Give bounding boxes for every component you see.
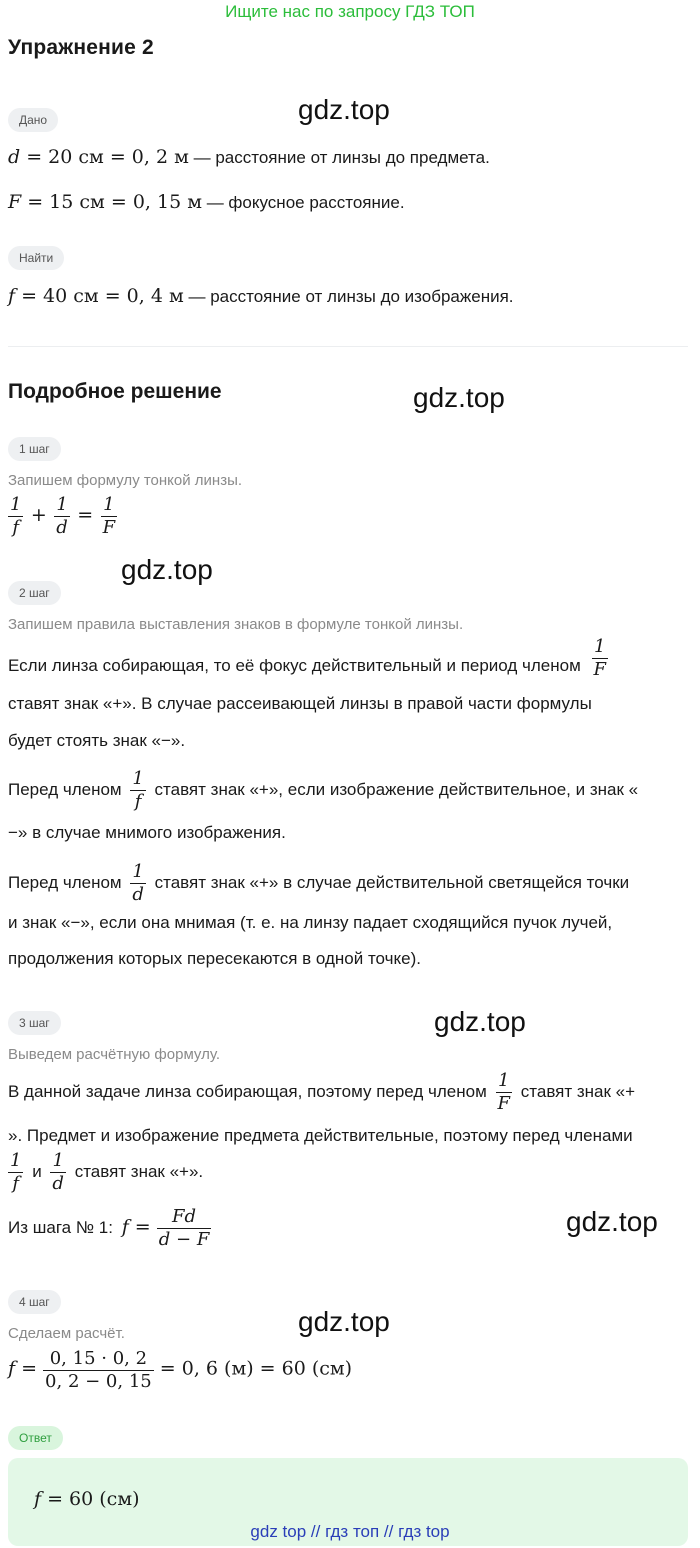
step-3-line1	[8, 1070, 635, 1115]
find-line	[8, 285, 514, 307]
calc-denominator: 0, 2 − 0, 15	[45, 1371, 152, 1392]
step-2-p1-line1	[8, 636, 608, 689]
step-3-derived: Из шага № 1: f = $\frac{Fd}{d - F}$	[8, 1206, 210, 1250]
step-3-p1c: ». Предмет и изображение предмета действительные, поэтому перед членами	[8, 1126, 633, 1145]
fraction-1-F: $\frac{1}{F}$	[102, 494, 116, 538]
step-2-p3d: продолжения которых пересекаются в одной точке).	[8, 949, 421, 968]
step-3-p1a: В данной задаче линза собирающая, поэтому перед членом	[8, 1081, 487, 1101]
step-2-p3a: Перед членом	[8, 872, 122, 892]
watermark: gdz.top	[298, 1306, 390, 1337]
answer-value: f = 60 (см)	[34, 1488, 140, 1510]
calc-fraction	[43, 1348, 154, 1393]
watermark: gdz.top	[434, 1006, 526, 1037]
calculation: f = $\frac{0, 15 \cdot 0, 2}{0, 2 - 0, 15}$ = 0, 6 (м) = 60 (см)	[8, 1348, 353, 1392]
footer-watermark: gdz top // гдз топ // гдз top	[250, 1522, 450, 1541]
fraction-1-f: $\frac{1}{f}$	[132, 768, 144, 812]
exercise-title: Упражнение 2	[8, 36, 154, 59]
step-3-and: и	[32, 1161, 42, 1181]
lens-formula: $\frac{1}{f}$ + $\frac{1}{d}$ = $\frac{1}{F}$	[10, 494, 116, 538]
step-3-p1b: ставят знак «+	[520, 1081, 636, 1101]
answer-badge: Ответ	[8, 1426, 63, 1450]
solution-title: Подробное решение	[8, 380, 222, 403]
step-2-p2b: ставят знак «+», если изображение действительное, и знак «	[154, 779, 639, 799]
step-1-badge: 1 шаг	[8, 437, 61, 461]
fraction-1-f: $\frac{1}{f}$	[10, 1150, 22, 1194]
calc-numerator: 0, 15 · 0, 2	[49, 1348, 148, 1369]
var-d: d	[8, 146, 21, 168]
given-d-text: — расстояние от линзы до предмета.	[188, 148, 490, 167]
step-1-hint: Запишем формулу тонкой линзы.	[8, 472, 243, 489]
step-3-line3	[8, 1150, 203, 1195]
watermark: gdz.top	[121, 554, 213, 585]
fraction-Fd-over-d-minus-F: $\frac{Fd}{d - F}$	[158, 1206, 210, 1250]
watermark: gdz.top	[566, 1206, 658, 1237]
step-2-p3-line1	[8, 861, 629, 906]
step-3-hint: Выведем расчётную формулу.	[8, 1046, 221, 1063]
watermark: gdz.top	[413, 382, 505, 413]
step-2-p2c: −» в случае мнимого изображения.	[8, 823, 286, 842]
find-text: — расстояние от линзы до изображения.	[183, 287, 514, 306]
step-3-from: Из шага № 1:	[8, 1217, 113, 1237]
watermark: gdz.top	[298, 94, 390, 125]
find-value: = 40 см = 0, 4 м	[15, 285, 184, 307]
given-line-F	[8, 191, 405, 213]
step-2-hint: Запишем правила выставления знаков в формуле тонкой линзы.	[8, 616, 464, 633]
step-4-badge: 4 шаг	[8, 1290, 61, 1314]
step-3-badge: 3 шаг	[8, 1011, 61, 1035]
calc-result: = 0, 6 (м) = 60 (см)	[153, 1357, 353, 1380]
given-F-text: — фокусное расстояние.	[201, 193, 405, 212]
var-f: f	[8, 285, 16, 307]
step-2-p2-line1	[8, 768, 638, 813]
fraction-1-f: $\frac{1}{f}$	[10, 494, 22, 538]
step-2-p1b: ставят знак «+». В случае рассеивающей линзы в правой части формулы	[8, 694, 592, 713]
step-2-p3c: и знак «−», если она мнимая (т. е. на линзу падает сходящийся пучок лучей,	[8, 913, 613, 932]
fraction-1-F: $\frac{1}{F}$	[497, 1070, 511, 1114]
section-divider	[8, 346, 688, 347]
fraction-1-d: $\frac{1}{d}$	[56, 494, 68, 538]
answer-text: = 60 (см)	[41, 1488, 140, 1510]
given-badge: Дано	[8, 108, 58, 132]
given-F-value: = 15 см = 0, 15 м	[21, 191, 202, 213]
var-F: F	[8, 191, 22, 213]
given-line-d	[8, 146, 490, 168]
step-4-hint: Сделаем расчёт.	[8, 1325, 125, 1342]
step-2-p1a: Если линза собирающая, то её фокус действительный и период членом	[8, 655, 581, 675]
step-2-p2a: Перед членом	[8, 779, 122, 799]
step-3-p1d: ставят знак «+».	[74, 1161, 204, 1181]
step-2-p3b: ставят знак «+» в случае действительной светящейся точки	[154, 872, 630, 892]
fraction-1-d: $\frac{1}{d}$	[52, 1150, 64, 1194]
fraction-1-d: $\frac{1}{d}$	[132, 861, 144, 905]
find-badge: Найти	[8, 246, 64, 270]
fraction-1-F: $\frac{1}{F}$	[593, 636, 607, 680]
step-2-badge: 2 шаг	[8, 581, 61, 605]
given-d-value: = 20 см = 0, 2 м	[20, 146, 189, 168]
search-banner: Ищите нас по запросу ГДЗ ТОП	[225, 2, 475, 21]
step-2-p1c: будет стоять знак «−».	[8, 731, 186, 750]
